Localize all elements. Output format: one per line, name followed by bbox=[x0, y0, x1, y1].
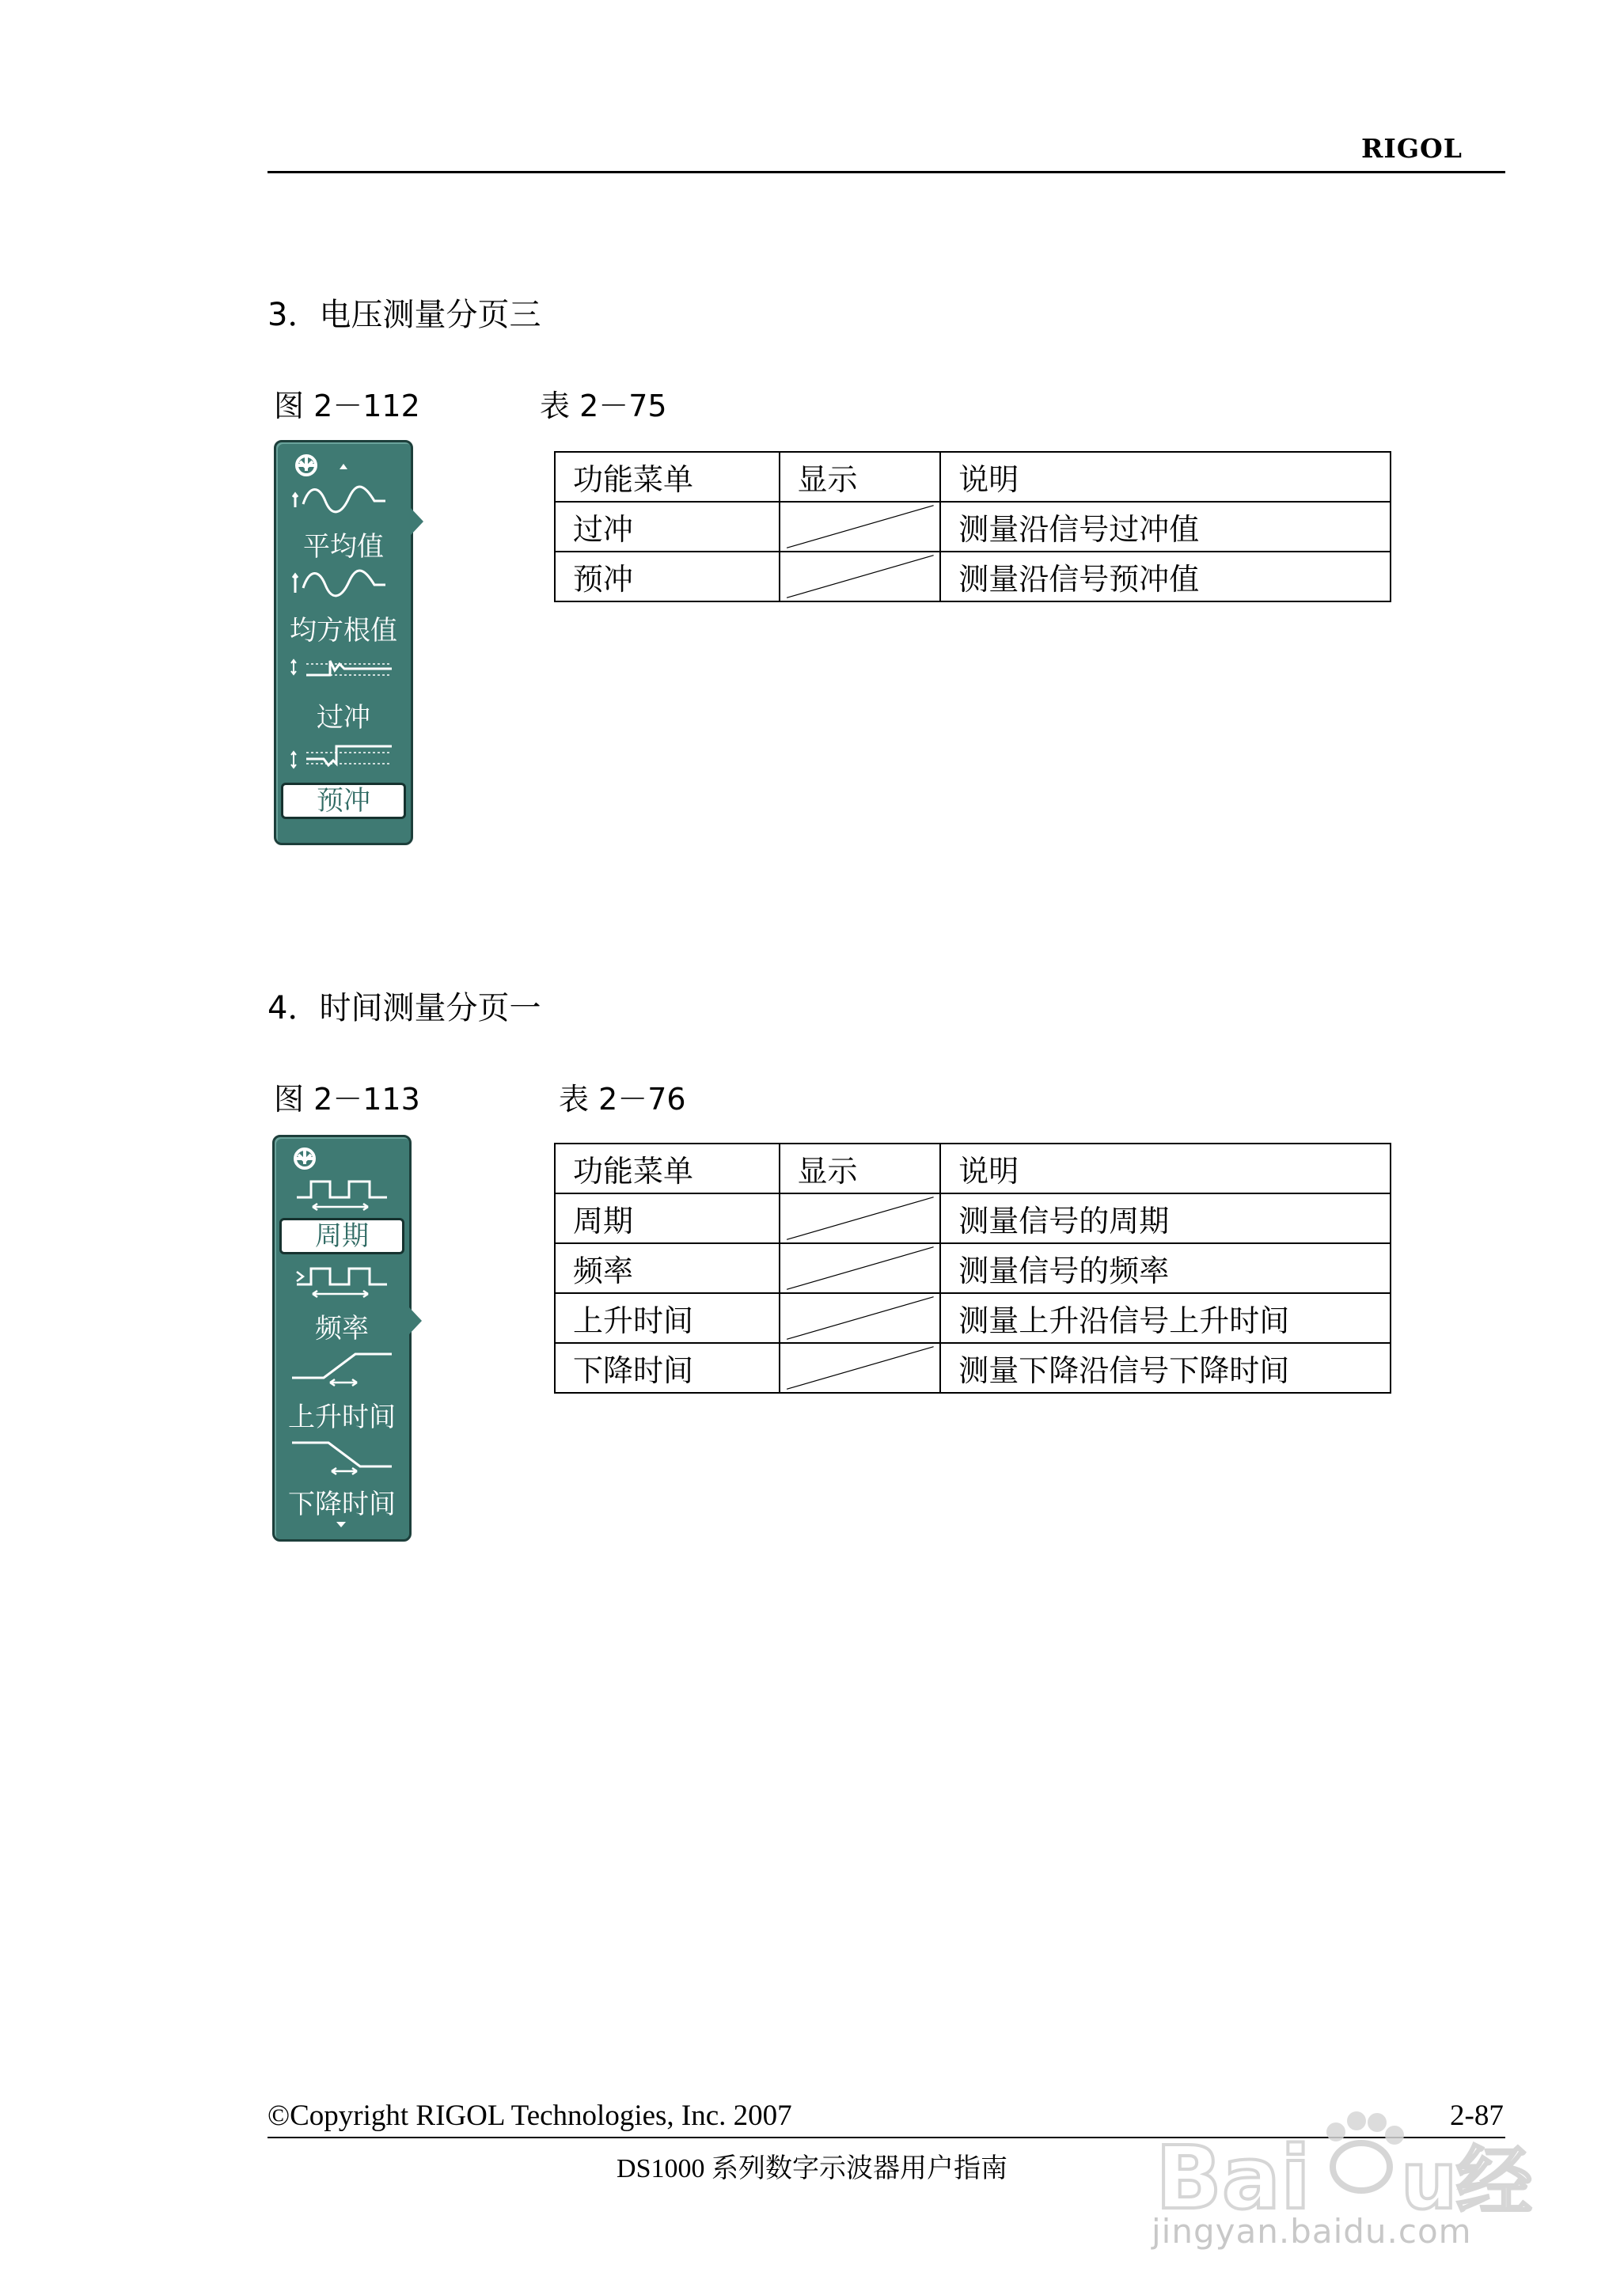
page-down-arrow-icon[interactable] bbox=[335, 1520, 347, 1530]
display-cell bbox=[780, 552, 941, 601]
menu-item-label-selected[interactable]: 周期 bbox=[279, 1218, 404, 1254]
rise-edge-icon bbox=[289, 1349, 397, 1389]
menu-cell: 预冲 bbox=[555, 552, 780, 601]
table-row bbox=[555, 1293, 1391, 1343]
display-cell bbox=[780, 1193, 941, 1243]
menu-cell: 上升时间 bbox=[555, 1293, 780, 1343]
description-cell: 测量沿信号过冲值 bbox=[940, 502, 1391, 552]
menu-cell: 下降时间 bbox=[555, 1343, 780, 1393]
description-cell: 测量信号的周期 bbox=[940, 1193, 1391, 1243]
frequency-pulse-icon bbox=[294, 1264, 392, 1300]
diagonal-slash bbox=[780, 1194, 940, 1242]
table-row bbox=[555, 552, 1391, 601]
header-cell: 功能菜单 bbox=[555, 1144, 780, 1193]
watermark-url: jingyan.baidu.com bbox=[1152, 2212, 1472, 2251]
menu-item-label[interactable]: 平均值 bbox=[303, 531, 384, 563]
diagonal-slash bbox=[780, 503, 940, 551]
figure-caption: 图 2－113 bbox=[274, 1082, 420, 1117]
measure-menu-panel[interactable] bbox=[272, 1135, 412, 1542]
menu-item-label[interactable]: 下降时间 bbox=[288, 1489, 396, 1520]
menu-cell: 频率 bbox=[555, 1243, 780, 1293]
table-caption: 表 2－76 bbox=[559, 1082, 686, 1117]
header-brand: RIGOL bbox=[1361, 133, 1463, 164]
diagonal-slash bbox=[780, 552, 940, 601]
diagonal-slash bbox=[780, 1344, 940, 1392]
menu-item-label[interactable]: 上升时间 bbox=[288, 1402, 396, 1433]
header-cell: 显示 bbox=[780, 1144, 941, 1193]
description-cell: 测量信号的频率 bbox=[940, 1243, 1391, 1293]
display-cell bbox=[780, 1293, 941, 1343]
header-cell: 说明 bbox=[940, 452, 1391, 502]
table-header-row bbox=[555, 452, 1391, 502]
svg-text:Bai: Bai bbox=[1155, 2127, 1311, 2224]
menu-pointer bbox=[411, 508, 423, 535]
fall-edge-icon bbox=[289, 1438, 397, 1478]
display-cell bbox=[780, 1343, 941, 1393]
spec-table bbox=[554, 1143, 1391, 1394]
menu-item-label[interactable]: 过冲 bbox=[317, 702, 370, 734]
menu-item-label-selected[interactable]: 预冲 bbox=[281, 783, 406, 819]
description-cell: 测量上升沿信号上升时间 bbox=[940, 1293, 1391, 1343]
table-row bbox=[555, 502, 1391, 552]
section-title: 4．时间测量分页一 bbox=[268, 990, 541, 1026]
table-header-row bbox=[555, 1144, 1391, 1193]
footer-page-number: 2-87 bbox=[1450, 2100, 1504, 2132]
overshoot-step-icon bbox=[289, 653, 400, 685]
figure-caption: 图 2－112 bbox=[274, 389, 420, 423]
measure-icon bbox=[292, 1144, 340, 1174]
table-row bbox=[555, 1343, 1391, 1393]
menu-cell: 周期 bbox=[555, 1193, 780, 1243]
table-row bbox=[555, 1193, 1391, 1243]
display-cell bbox=[780, 1243, 941, 1293]
diagonal-slash bbox=[780, 1244, 940, 1292]
header-rule bbox=[268, 171, 1505, 173]
table-row bbox=[555, 1243, 1391, 1293]
svg-text:u: u bbox=[1401, 2134, 1458, 2224]
menu-pointer bbox=[409, 1307, 422, 1334]
description-cell: 测量下降沿信号下降时间 bbox=[940, 1343, 1391, 1393]
overshoot-wave-icon bbox=[292, 484, 395, 515]
header-cell: 功能菜单 bbox=[555, 452, 780, 502]
footer-copyright: ©Copyright RIGOL Technologies, Inc. 2007 bbox=[268, 2100, 792, 2132]
header-cell: 显示 bbox=[780, 452, 941, 502]
menu-cell: 过冲 bbox=[555, 502, 780, 552]
menu-item-label[interactable]: 均方根值 bbox=[290, 615, 397, 647]
section-title: 3．电压测量分页三 bbox=[268, 297, 541, 333]
overshoot-wave-icon bbox=[292, 567, 395, 599]
svg-text:经: 经 bbox=[1456, 2138, 1532, 2224]
diagonal-slash bbox=[780, 1294, 940, 1342]
description-cell: 测量沿信号预冲值 bbox=[940, 552, 1391, 601]
measure-icon bbox=[294, 450, 389, 480]
period-pulse-icon bbox=[294, 1177, 392, 1213]
header-cell: 说明 bbox=[940, 1144, 1391, 1193]
table-caption: 表 2－75 bbox=[540, 389, 667, 423]
menu-item-label[interactable]: 频率 bbox=[315, 1313, 369, 1345]
baidu-jingyan-watermark-logo bbox=[1140, 2089, 1551, 2224]
measure-menu-panel[interactable] bbox=[274, 440, 413, 845]
preshoot-step-icon bbox=[289, 742, 400, 773]
footer-manual-title: DS1000 系列数字示波器用户指南 bbox=[617, 2154, 1007, 2183]
display-cell bbox=[780, 502, 941, 552]
spec-table bbox=[554, 451, 1391, 602]
